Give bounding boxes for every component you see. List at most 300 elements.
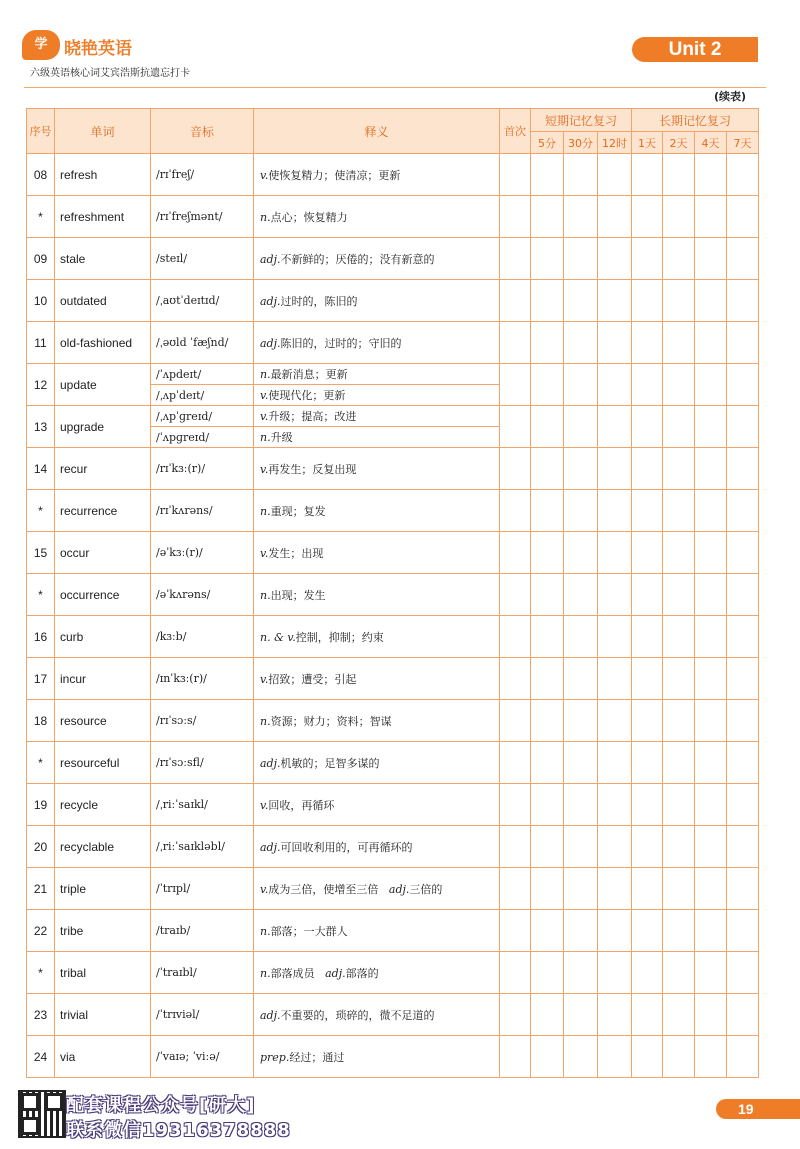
review-checkbox-cell[interactable] [564, 322, 598, 364]
review-checkbox-cell[interactable] [695, 448, 727, 490]
review-checkbox-cell[interactable] [663, 196, 695, 238]
table-row [27, 952, 759, 994]
row-definition [254, 1036, 500, 1078]
review-checkbox-cell[interactable] [531, 994, 564, 1036]
row-seq: 19 [27, 784, 55, 826]
row-phonetic: /ˌʌpˈdeɪt/ [151, 385, 254, 406]
review-checkbox-cell[interactable] [531, 322, 564, 364]
review-checkbox-cell[interactable] [632, 994, 663, 1036]
review-checkbox-cell[interactable] [632, 826, 663, 868]
row-definition [254, 994, 500, 1036]
review-checkbox-cell[interactable] [531, 700, 564, 742]
review-checkbox-cell[interactable] [500, 910, 531, 952]
row-definition [254, 742, 500, 784]
review-checkbox-cell[interactable] [632, 952, 663, 994]
review-checkbox-cell[interactable] [531, 364, 564, 406]
review-checkbox-cell[interactable] [663, 742, 695, 784]
brand-name: 晓艳英语 [64, 39, 132, 59]
review-checkbox-cell[interactable] [500, 238, 531, 280]
review-checkbox-cell[interactable] [598, 910, 632, 952]
row-phonetic: /rɪˈkʌrəns/ [151, 490, 254, 532]
review-checkbox-cell[interactable] [564, 280, 598, 322]
row-seq: 09 [27, 238, 55, 280]
review-checkbox-cell[interactable] [695, 952, 727, 994]
definition-text: 过时的，陈旧的 [280, 294, 358, 308]
review-checkbox-cell[interactable] [663, 700, 695, 742]
part-of-speech: prep. [260, 1050, 290, 1064]
review-checkbox-cell[interactable] [632, 532, 663, 574]
row-seq: 11 [27, 322, 55, 364]
definition-text: 经过；通过 [289, 1050, 345, 1064]
header-12h: 12时 [598, 132, 632, 154]
row-phonetic: /əˈkʌrəns/ [151, 574, 254, 616]
review-checkbox-cell[interactable] [727, 238, 759, 280]
part-of-speech: v. [260, 389, 269, 402]
review-checkbox-cell[interactable] [500, 154, 531, 196]
row-seq: 15 [27, 532, 55, 574]
review-checkbox-cell[interactable] [564, 532, 598, 574]
header-5min: 5分 [531, 132, 564, 154]
row-phonetic: /ˌəʊld ˈfæʃnd/ [151, 322, 254, 364]
vocab-table [26, 108, 759, 1078]
review-checkbox-cell[interactable] [695, 238, 727, 280]
row-definition [254, 868, 500, 910]
table-row [27, 322, 759, 364]
table-row [27, 1036, 759, 1078]
review-checkbox-cell[interactable] [663, 280, 695, 322]
review-checkbox-cell[interactable] [632, 742, 663, 784]
review-checkbox-cell[interactable] [663, 322, 695, 364]
review-checkbox-cell[interactable] [663, 448, 695, 490]
review-checkbox-cell[interactable] [727, 868, 759, 910]
review-checkbox-cell[interactable] [632, 658, 663, 700]
review-checkbox-cell[interactable] [500, 196, 531, 238]
page-subtitle: 六级英语核心词艾宾浩斯抗遗忘打卡 [30, 68, 190, 79]
review-checkbox-cell[interactable] [727, 196, 759, 238]
review-checkbox-cell[interactable] [632, 448, 663, 490]
review-checkbox-cell[interactable] [564, 238, 598, 280]
review-checkbox-cell[interactable] [727, 448, 759, 490]
table-row [27, 574, 759, 616]
review-checkbox-cell[interactable] [727, 994, 759, 1036]
row-word: stale [55, 238, 151, 280]
row-phonetic: /ˌriːˈsaɪkləbl/ [151, 826, 254, 868]
review-checkbox-cell[interactable] [632, 868, 663, 910]
header-1day: 1天 [632, 132, 663, 154]
review-checkbox-cell[interactable] [632, 238, 663, 280]
part-of-speech: v. [260, 410, 269, 423]
review-checkbox-cell[interactable] [531, 448, 564, 490]
review-checkbox-cell[interactable] [632, 280, 663, 322]
review-checkbox-cell[interactable] [564, 196, 598, 238]
table-row [27, 994, 759, 1036]
review-checkbox-cell[interactable] [531, 196, 564, 238]
definition-text: 成为三倍，使增至三倍 [268, 882, 379, 896]
review-checkbox-cell[interactable] [727, 784, 759, 826]
row-word: upgrade [55, 406, 151, 448]
unit-label: Unit 2 [632, 37, 758, 62]
review-checkbox-cell[interactable] [500, 616, 531, 658]
review-checkbox-cell[interactable] [695, 364, 727, 406]
row-definition [254, 385, 500, 406]
row-word: update [55, 364, 151, 406]
definition-text: 出现；发生 [270, 588, 326, 602]
review-checkbox-cell[interactable] [663, 868, 695, 910]
part-of-speech: adj. [260, 294, 281, 308]
review-checkbox-cell[interactable] [727, 1036, 759, 1078]
review-checkbox-cell[interactable] [695, 994, 727, 1036]
continued-label: (续表) [714, 90, 747, 103]
review-checkbox-cell[interactable] [695, 574, 727, 616]
row-definition [254, 364, 500, 385]
review-checkbox-cell[interactable] [632, 406, 663, 448]
review-checkbox-cell[interactable] [598, 532, 632, 574]
definition-text: 最新消息；更新 [270, 368, 348, 381]
review-checkbox-cell[interactable] [598, 280, 632, 322]
row-seq: 08 [27, 154, 55, 196]
review-checkbox-cell[interactable] [727, 364, 759, 406]
review-checkbox-cell[interactable] [695, 826, 727, 868]
table-row [27, 490, 759, 532]
review-checkbox-cell[interactable] [564, 406, 598, 448]
review-checkbox-cell[interactable] [531, 490, 564, 532]
definition-text: 陈旧的，过时的；守旧的 [280, 336, 402, 350]
header-phonetic: 音标 [151, 109, 254, 154]
definition-text: 部落的 [345, 966, 379, 980]
review-checkbox-cell[interactable] [598, 784, 632, 826]
row-phonetic: /rɪˈkɜː(r)/ [151, 448, 254, 490]
row-definition [254, 658, 500, 700]
row-word: occurrence [55, 574, 151, 616]
review-checkbox-cell[interactable] [500, 952, 531, 994]
part-of-speech: v. [260, 462, 269, 476]
review-checkbox-cell[interactable] [663, 826, 695, 868]
row-seq: 13 [27, 406, 55, 448]
row-word: tribal [55, 952, 151, 994]
review-checkbox-cell[interactable] [598, 154, 632, 196]
row-phonetic: /rɪˈfreʃmənt/ [151, 196, 254, 238]
review-checkbox-cell[interactable] [531, 1036, 564, 1078]
review-checkbox-cell[interactable] [500, 700, 531, 742]
row-word: outdated [55, 280, 151, 322]
review-checkbox-cell[interactable] [598, 826, 632, 868]
review-checkbox-cell[interactable] [598, 490, 632, 532]
review-checkbox-cell[interactable] [727, 154, 759, 196]
review-checkbox-cell[interactable] [727, 406, 759, 448]
row-phonetic: /rɪˈsɔːs/ [151, 700, 254, 742]
row-definition [254, 238, 500, 280]
review-checkbox-cell[interactable] [531, 154, 564, 196]
definition-text: 部落；一大群人 [270, 924, 348, 938]
row-definition [254, 532, 500, 574]
review-checkbox-cell[interactable] [727, 532, 759, 574]
review-checkbox-cell[interactable] [500, 448, 531, 490]
review-checkbox-cell[interactable] [663, 154, 695, 196]
review-checkbox-cell[interactable] [632, 322, 663, 364]
review-checkbox-cell[interactable] [663, 406, 695, 448]
review-checkbox-cell[interactable] [695, 154, 727, 196]
row-definition [254, 322, 500, 364]
review-checkbox-cell[interactable] [663, 364, 695, 406]
review-checkbox-cell[interactable] [695, 910, 727, 952]
review-checkbox-cell[interactable] [598, 868, 632, 910]
review-checkbox-cell[interactable] [500, 868, 531, 910]
review-checkbox-cell[interactable] [564, 868, 598, 910]
review-checkbox-cell[interactable] [695, 490, 727, 532]
review-checkbox-cell[interactable] [695, 196, 727, 238]
review-checkbox-cell[interactable] [663, 532, 695, 574]
table-row [27, 616, 759, 658]
review-checkbox-cell[interactable] [695, 532, 727, 574]
review-checkbox-cell[interactable] [500, 826, 531, 868]
row-seq: * [27, 742, 55, 784]
row-phonetic: /ˌaʊtˈdeɪtɪd/ [151, 280, 254, 322]
review-checkbox-cell[interactable] [531, 742, 564, 784]
review-checkbox-cell[interactable] [663, 994, 695, 1036]
row-seq: 18 [27, 700, 55, 742]
review-checkbox-cell[interactable] [663, 784, 695, 826]
row-seq: 23 [27, 994, 55, 1036]
row-phonetic: /əˈkɜː(r)/ [151, 532, 254, 574]
review-checkbox-cell[interactable] [663, 238, 695, 280]
table-row [27, 784, 759, 826]
review-checkbox-cell[interactable] [632, 364, 663, 406]
header-divider [24, 87, 766, 88]
review-checkbox-cell[interactable] [695, 1036, 727, 1078]
review-checkbox-cell[interactable] [695, 700, 727, 742]
review-checkbox-cell[interactable] [564, 616, 598, 658]
review-checkbox-cell[interactable] [663, 658, 695, 700]
review-checkbox-cell[interactable] [564, 742, 598, 784]
header-meaning: 释义 [254, 109, 500, 154]
review-checkbox-cell[interactable] [727, 910, 759, 952]
table-row [27, 868, 759, 910]
review-checkbox-cell[interactable] [632, 574, 663, 616]
review-checkbox-cell[interactable] [695, 742, 727, 784]
review-checkbox-cell[interactable] [632, 910, 663, 952]
review-checkbox-cell[interactable] [500, 490, 531, 532]
review-checkbox-cell[interactable] [598, 406, 632, 448]
review-checkbox-cell[interactable] [598, 700, 632, 742]
row-word: recurrence [55, 490, 151, 532]
review-checkbox-cell[interactable] [632, 196, 663, 238]
row-word: old-fashioned [55, 322, 151, 364]
review-checkbox-cell[interactable] [531, 238, 564, 280]
review-checkbox-cell[interactable] [632, 700, 663, 742]
review-checkbox-cell[interactable] [598, 616, 632, 658]
review-checkbox-cell[interactable] [531, 658, 564, 700]
review-checkbox-cell[interactable] [632, 154, 663, 196]
row-word: trivial [55, 994, 151, 1036]
review-checkbox-cell[interactable] [727, 574, 759, 616]
review-checkbox-cell[interactable] [727, 490, 759, 532]
review-checkbox-cell[interactable] [564, 826, 598, 868]
row-definition [254, 490, 500, 532]
part-of-speech: v. [260, 798, 269, 812]
review-checkbox-cell[interactable] [598, 952, 632, 994]
row-phonetic: /ˌriːˈsaɪkl/ [151, 784, 254, 826]
review-checkbox-cell[interactable] [564, 658, 598, 700]
table-row [27, 910, 759, 952]
review-checkbox-cell[interactable] [531, 826, 564, 868]
review-checkbox-cell[interactable] [564, 784, 598, 826]
review-checkbox-cell[interactable] [727, 280, 759, 322]
review-checkbox-cell[interactable] [727, 322, 759, 364]
row-definition [254, 952, 500, 994]
review-checkbox-cell[interactable] [598, 574, 632, 616]
table-row [27, 154, 759, 196]
review-checkbox-cell[interactable] [598, 994, 632, 1036]
review-checkbox-cell[interactable] [632, 616, 663, 658]
review-checkbox-cell[interactable] [695, 658, 727, 700]
review-checkbox-cell[interactable] [663, 1036, 695, 1078]
review-checkbox-cell[interactable] [531, 532, 564, 574]
row-phonetic: /rɪˈsɔːsfl/ [151, 742, 254, 784]
review-checkbox-cell[interactable] [564, 448, 598, 490]
row-seq: 22 [27, 910, 55, 952]
review-checkbox-cell[interactable] [663, 574, 695, 616]
row-phonetic: /ˈʌpɡreɪd/ [151, 427, 254, 448]
table-row [27, 826, 759, 868]
review-checkbox-cell[interactable] [564, 364, 598, 406]
review-checkbox-cell[interactable] [727, 700, 759, 742]
part-of-speech: n. [260, 714, 271, 728]
review-checkbox-cell[interactable] [727, 826, 759, 868]
review-checkbox-cell[interactable] [564, 994, 598, 1036]
review-checkbox-cell[interactable] [531, 574, 564, 616]
table-row [27, 196, 759, 238]
review-checkbox-cell[interactable] [531, 280, 564, 322]
review-checkbox-cell[interactable] [598, 322, 632, 364]
review-checkbox-cell[interactable] [632, 784, 663, 826]
table-row [27, 238, 759, 280]
definition-text: 再发生；反复出现 [268, 462, 357, 476]
review-checkbox-cell[interactable] [564, 952, 598, 994]
review-checkbox-cell[interactable] [531, 784, 564, 826]
review-checkbox-cell[interactable] [663, 490, 695, 532]
review-checkbox-cell[interactable] [727, 952, 759, 994]
definition-text: 控制，抑制；约束 [295, 630, 384, 644]
review-checkbox-cell[interactable] [531, 952, 564, 994]
row-phonetic: /steɪl/ [151, 238, 254, 280]
definition-text: 机敏的；足智多谋的 [280, 756, 380, 770]
review-checkbox-cell[interactable] [695, 322, 727, 364]
row-phonetic: /traɪb/ [151, 910, 254, 952]
review-checkbox-cell[interactable] [695, 868, 727, 910]
part-of-speech: v. [260, 546, 269, 560]
definition-text: 升级 [270, 431, 293, 444]
row-seq: 21 [27, 868, 55, 910]
review-checkbox-cell[interactable] [531, 910, 564, 952]
review-checkbox-cell[interactable] [500, 322, 531, 364]
review-checkbox-cell[interactable] [727, 742, 759, 784]
review-checkbox-cell[interactable] [564, 574, 598, 616]
row-seq: 14 [27, 448, 55, 490]
review-checkbox-cell[interactable] [598, 1036, 632, 1078]
definition-text: 使现代化；更新 [268, 389, 346, 402]
part-of-speech: adj. [260, 252, 281, 266]
review-checkbox-cell[interactable] [727, 658, 759, 700]
row-seq: 12 [27, 364, 55, 406]
table-row [27, 532, 759, 574]
row-seq: 24 [27, 1036, 55, 1078]
review-checkbox-cell[interactable] [500, 658, 531, 700]
row-phonetic: /ˈtrɪviəl/ [151, 994, 254, 1036]
header-short-term: 短期记忆复习 [531, 109, 632, 132]
review-checkbox-cell[interactable] [531, 868, 564, 910]
review-checkbox-cell[interactable] [500, 1036, 531, 1078]
row-word: recycle [55, 784, 151, 826]
review-checkbox-cell[interactable] [564, 700, 598, 742]
promo-line-2: 联系微信19316378888 [66, 1120, 291, 1141]
table-row [27, 364, 759, 385]
review-checkbox-cell[interactable] [598, 742, 632, 784]
header-seq: 序号 [27, 109, 55, 154]
review-checkbox-cell[interactable] [695, 616, 727, 658]
review-checkbox-cell[interactable] [598, 196, 632, 238]
review-checkbox-cell[interactable] [500, 280, 531, 322]
row-phonetic: /ɪnˈkɜː(r)/ [151, 658, 254, 700]
definition-text: 招致；遭受；引起 [268, 672, 357, 686]
part-of-speech: n. [260, 431, 271, 444]
header-long-term: 长期记忆复习 [632, 109, 759, 132]
row-definition [254, 700, 500, 742]
part-of-speech: adj. [325, 966, 346, 980]
review-checkbox-cell[interactable] [695, 406, 727, 448]
review-checkbox-cell[interactable] [500, 742, 531, 784]
review-checkbox-cell[interactable] [695, 784, 727, 826]
review-checkbox-cell[interactable] [564, 490, 598, 532]
review-checkbox-cell[interactable] [727, 616, 759, 658]
review-checkbox-cell[interactable] [500, 406, 531, 448]
part-of-speech: adj. [260, 1008, 281, 1022]
definition-text: 三倍的 [409, 882, 443, 896]
row-definition [254, 616, 500, 658]
review-checkbox-cell[interactable] [632, 490, 663, 532]
review-checkbox-cell[interactable] [632, 1036, 663, 1078]
row-seq: 17 [27, 658, 55, 700]
review-checkbox-cell[interactable] [500, 994, 531, 1036]
row-phonetic: /ˈvaɪə; ˈviːə/ [151, 1036, 254, 1078]
review-checkbox-cell[interactable] [695, 280, 727, 322]
review-checkbox-cell[interactable] [598, 658, 632, 700]
review-checkbox-cell[interactable] [531, 406, 564, 448]
review-checkbox-cell[interactable] [564, 154, 598, 196]
row-definition [254, 154, 500, 196]
definition-text: 可回收利用的，可再循环的 [280, 840, 413, 854]
review-checkbox-cell[interactable] [500, 784, 531, 826]
row-phonetic: /ˈtraɪbl/ [151, 952, 254, 994]
row-definition [254, 427, 500, 448]
review-checkbox-cell[interactable] [598, 364, 632, 406]
review-checkbox-cell[interactable] [500, 574, 531, 616]
review-checkbox-cell[interactable] [663, 616, 695, 658]
review-checkbox-cell[interactable] [598, 448, 632, 490]
review-checkbox-cell[interactable] [564, 910, 598, 952]
review-checkbox-cell[interactable] [564, 1036, 598, 1078]
table-row [27, 406, 759, 427]
review-checkbox-cell[interactable] [663, 952, 695, 994]
review-checkbox-cell[interactable] [598, 238, 632, 280]
definition-text: 不新鲜的；厌倦的；没有新意的 [280, 252, 435, 266]
review-checkbox-cell[interactable] [500, 532, 531, 574]
review-checkbox-cell[interactable] [663, 910, 695, 952]
review-checkbox-cell[interactable] [531, 616, 564, 658]
table-row [27, 742, 759, 784]
part-of-speech: v. [260, 882, 269, 896]
review-checkbox-cell[interactable] [500, 364, 531, 406]
part-of-speech: adj. [260, 336, 281, 350]
